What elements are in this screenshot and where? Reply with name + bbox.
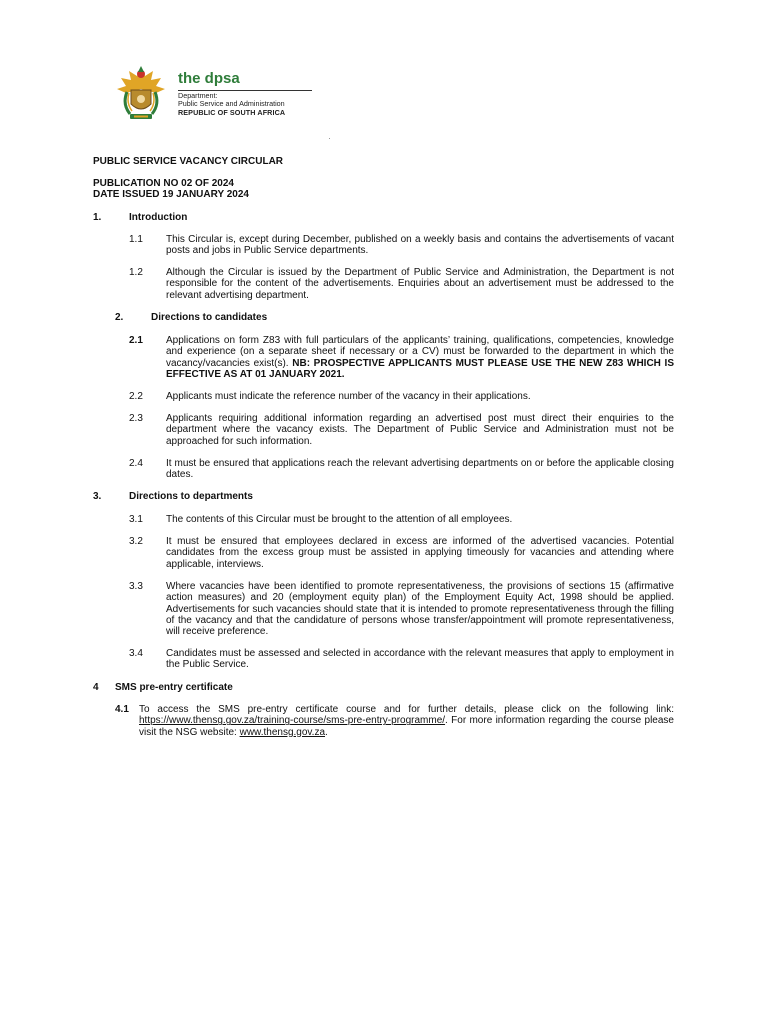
dpsa-logo <box>112 62 322 122</box>
item-1-1-text: This Circular is, except during December, published on a weekly basis and contains the advertisements of vacant posts and jobs in Public Service departments. <box>166 234 674 257</box>
section-3-number: 3. <box>93 491 102 502</box>
item-2-3-text: Applicants requiring additional information regarding an advertised post must direct their enquiries to the department where the vacancy exists. The Department of Public Service and Administration must not be approached for such information. <box>166 413 674 447</box>
item-2-1-body: Applications on form Z83 with full particulars of the applicants’ training, qualifications, competencies, knowledge and experience (on a separate sheet if necessary or a CV) must be forwarded to the department in which the vacancy/vacancies exist(s). <box>166 335 674 369</box>
item-1-2-number: 1.2 <box>129 267 143 278</box>
sms-pre-entry-link[interactable]: https://www.thensg.gov.za/training-course/sms-pre-entry-programme/ <box>139 715 446 727</box>
item-2-3-number: 2.3 <box>129 413 143 424</box>
brand-title <box>178 70 240 88</box>
item-3-2-number: 3.2 <box>129 536 143 547</box>
item-2-2-text: Applicants must indicate the reference number of the vacancy in their applications. <box>166 391 531 402</box>
stray-dot <box>329 138 330 139</box>
nsg-website-link[interactable]: www.thensg.gov.za <box>239 726 326 738</box>
brand-the: the <box>178 70 205 87</box>
section-1-number: 1. <box>93 212 102 223</box>
item-1-1-number: 1.1 <box>129 234 143 245</box>
item-3-1-text: The contents of this Circular must be brought to the attention of all employees. <box>166 514 513 525</box>
item-2-4-number: 2.4 <box>129 458 143 469</box>
section-4-title: SMS pre-entry certificate <box>115 682 233 693</box>
item-3-3-number: 3.3 <box>129 581 143 592</box>
item-3-1-number: 3.1 <box>129 514 143 525</box>
section-4-number: 4 <box>93 682 99 693</box>
item-4-1-text <box>139 704 674 738</box>
item-4-1-number: 4.1 <box>115 704 129 715</box>
brand-department-lines <box>178 92 285 117</box>
coat-of-arms-icon <box>112 62 170 122</box>
item-2-4-text: It must be ensured that applications reach the relevant advertising departments on or before the applicable closing dates. <box>166 458 674 481</box>
item-2-1-number: 2.1 <box>129 335 143 346</box>
circular-title: PUBLIC SERVICE VACANCY CIRCULAR <box>93 156 284 167</box>
item-2-1-text <box>166 335 674 380</box>
section-2-number: 2. <box>115 312 124 323</box>
section-1-title: Introduction <box>129 212 188 223</box>
item-3-3-text: Where vacancies have been identified to promote representativeness, the provisions of sections 15 (affirmative action measures) and 20 (employment equity plan) of the Employment Equity Act, 1998 should be applied. Advertisements for such vacancies should state that it is intended to promote representativeness through the filling of the vacancy and that the candidature of persons whose transfer/appointment will promote representativeness, will receive preference. <box>166 581 674 638</box>
item-3-2-text: It must be ensured that employees declared in excess are informed of the advertised vacancies. Potential candidates from the excess group must be assisted in applying timeously for vacancies and attending where applicable, interviews. <box>166 536 674 570</box>
publication-number: PUBLICATION NO 02 OF 2024 <box>93 178 234 189</box>
brand-line-department: Department: <box>178 91 218 100</box>
item-3-4-text: Candidates must be assessed and selected in accordance with the relevant measures that apply to employment in the Public Service. <box>166 648 674 671</box>
item-2-1-emphasis: NB: PROSPECTIVE APPLICANTS MUST PLEASE USE THE NEW Z83 WHICH IS EFFECTIVE AS AT 01 JANUARY 2021. <box>166 357 674 380</box>
item-1-2-text: Although the Circular is issued by the Department of Public Service and Administration, the Department is not responsible for the content of the advertisements. Enquiries about an advertisement must be addressed to the relevant advertising department. <box>166 267 674 301</box>
item-3-4-number: 3.4 <box>129 648 143 659</box>
item-4-1-text-after: . <box>325 726 328 738</box>
section-2-title: Directions to candidates <box>151 312 268 323</box>
item-4-1-text-middle: . For more information regarding the course please visit the NSG website: <box>139 715 674 738</box>
brand-line-rsa: REPUBLIC OF SOUTH AFRICA <box>178 107 286 117</box>
date-issued: DATE ISSUED 19 JANUARY 2024 <box>93 189 249 200</box>
section-3-title: Directions to departments <box>129 491 253 502</box>
brand-dpsa: dpsa <box>204 70 240 87</box>
item-4-1-text-before: To access the SMS pre-entry certificate course and for further details, please click on the following link: <box>139 704 674 715</box>
item-2-2-number: 2.2 <box>129 391 143 402</box>
brand-line-psa: Public Service and Administration <box>178 99 285 109</box>
